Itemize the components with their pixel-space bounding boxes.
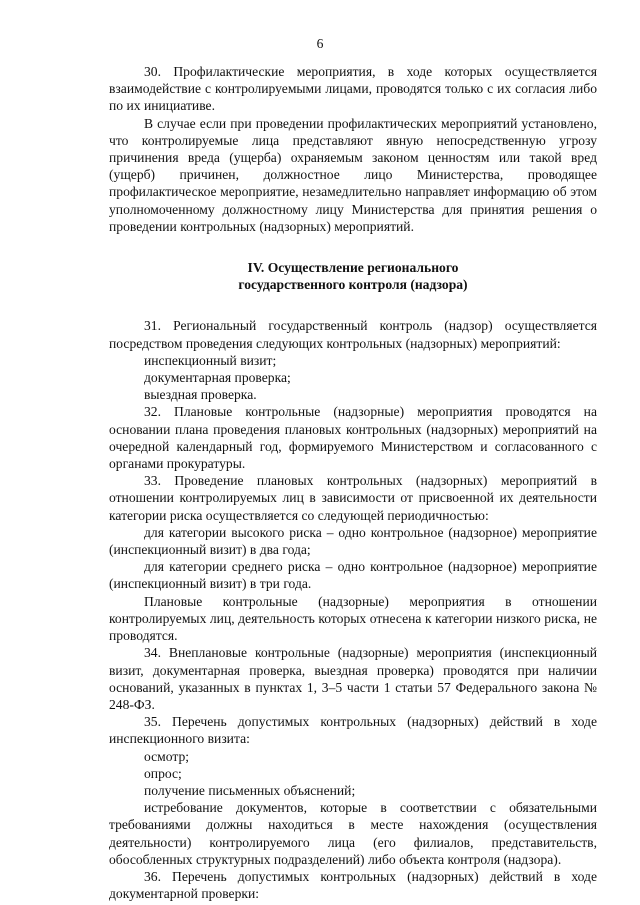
paragraph-30-continued: В случае если при проведении профилактических мероприятий установлено, что контролируемые лица представляют явную непосредственную угрозу причинения вреда (ущерба) охраняемым законом ценностям или такой вред (ущерб) причинен, должностное лицо Министерства, проводящее профилактическое мероприятие, незамедлительно направляет информацию об этом уполномоченному должностному лицу Министерства для принятия решения о проведении контрольных (надзорных) мероприятий. (109, 115, 597, 234)
paragraph-33-low-risk: Плановые контрольные (надзорные) мероприятия в отношении контролируемых лиц, деятельность которых отнесена к категории низкого риска, не проводятся. (109, 593, 597, 644)
paragraph-35: 35. Перечень допустимых контрольных (надзорных) действий в ходе инспекционного визита: (109, 714, 597, 747)
paragraph-31: 31. Региональный государственный контроль (надзор) осуществляется посредством проведения следующих контрольных (надзорных) мероприятий: (109, 318, 597, 351)
section-heading-line-2: государственного контроля (надзора) (238, 277, 468, 293)
paragraph-34: 34. Внеплановые контрольные (надзорные) мероприятия (инспекционный визит, документарная проверка, выездная проверка) проводятся при наличии оснований, указанных в пунктах 1, 3–5 части 1 статьи 57 Федерального закона № 248-ФЗ. (109, 645, 597, 712)
section-heading (109, 259, 597, 293)
list-item: осмотр; (144, 748, 190, 764)
list-item: инспекционный визит; (144, 352, 277, 368)
paragraph-35-documents: истребование документов, которые в соответствии с обязательными требованиями должны находиться в месте нахождения (осуществления деятельности) контролируемого лица (его филиалов, представительств, обособленных структурных подразделений) либо объекта контроля (надзора). (109, 800, 597, 867)
list-item: выездная проверка. (144, 387, 257, 403)
paragraph-30: 30. Профилактические мероприятия, в ходе которых осуществляется взаимодействие с контролируемыми лицами, проводятся только с их согласия либо по их инициативе. (109, 64, 597, 114)
paragraph-33-medium-risk: для категории среднего риска – одно контрольное (надзорное) мероприятие (инспекционный визит) в три года. (109, 559, 597, 592)
page-number: 6 (316, 36, 324, 51)
list-item: опрос; (144, 765, 182, 781)
section-heading-line-1: IV. Осуществление регионального (247, 260, 459, 276)
paragraph-36: 36. Перечень допустимых контрольных (надзорных) действий в ходе документарной проверки: (109, 868, 597, 902)
document-body (109, 63, 597, 902)
paragraph-32: 32. Плановые контрольные (надзорные) мероприятия проводятся на основании плана проведения плановых контрольных (надзорных) мероприятий на очередной календарный год, формируемого Министерством и согласованного с органами прокуратуры. (109, 404, 597, 472)
paragraph-33-high-risk: для категории высокого риска – одно контрольное (надзорное) мероприятие (инспекционный визит) в два года; (109, 524, 597, 558)
list-item: документарная проверка; (144, 370, 291, 386)
list-item: получение письменных объяснений; (144, 782, 356, 798)
paragraph-33: 33. Проведение плановых контрольных (надзорных) мероприятий в отношении контролируемых лиц в зависимости от присвоенной их деятельности категории риска осуществляется со следующей периодичностью: (109, 473, 597, 523)
